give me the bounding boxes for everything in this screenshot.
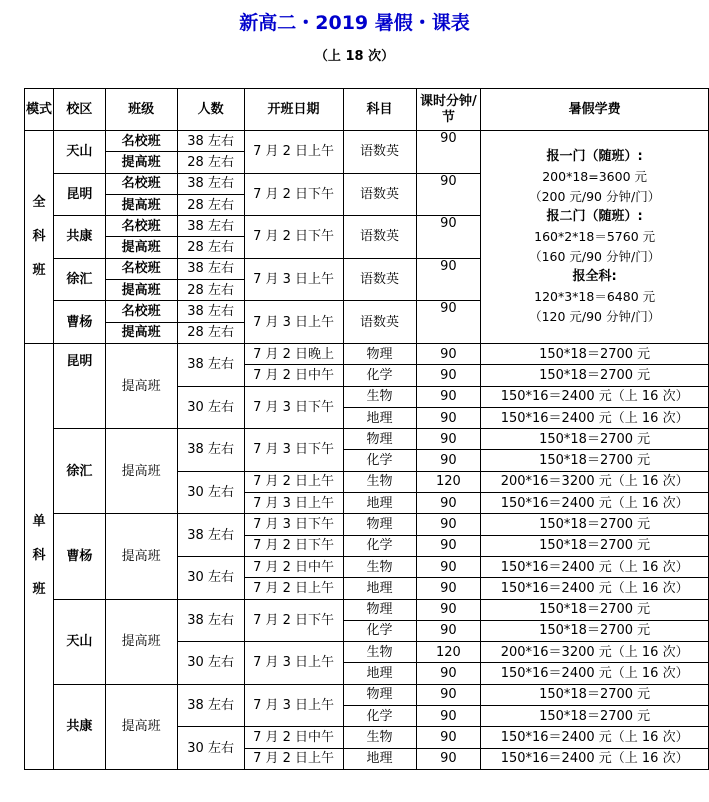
size-cell: 38 左右 [177, 131, 244, 152]
page-subtitle: （上 18 次） [314, 49, 395, 64]
table-row [25, 343, 709, 364]
subject-cell: 地理 [343, 748, 416, 769]
subject-cell: 物理 [343, 429, 416, 450]
subject-cell: 化学 [343, 706, 416, 727]
fee-description-cell [481, 131, 709, 344]
minutes-cell: 90 [416, 514, 481, 535]
minutes-cell: 90 [416, 599, 481, 620]
start-date-cell: 7 月 2 日上午 [244, 131, 343, 174]
size-cell: 30 左右 [177, 727, 244, 770]
fee-cell: 150*16＝2400 元（上 16 次） [481, 578, 709, 599]
subject-cell: 生物 [343, 556, 416, 577]
campus-cell: 曹杨 [54, 301, 106, 344]
fee-line: （120 元/90 分钟/门） [529, 308, 661, 324]
size-cell: 38 左右 [177, 301, 244, 322]
minutes-cell: 120 [416, 642, 481, 663]
fee-cell: 150*18＝2700 元 [481, 684, 709, 705]
campus-cell: 昆明 [54, 343, 106, 428]
header-subject: 科目 [343, 89, 416, 131]
fee-cell: 150*16＝2400 元（上 16 次） [481, 748, 709, 769]
minutes-cell: 90 [416, 301, 481, 344]
campus-cell: 昆明 [54, 173, 106, 216]
size-cell: 38 左右 [177, 173, 244, 194]
fee-cell: 150*18＝2700 元 [481, 343, 709, 364]
start-date-cell: 7 月 2 日中午 [244, 727, 343, 748]
subject-cell: 地理 [343, 578, 416, 599]
fee-cell: 150*16＝2400 元（上 16 次） [481, 407, 709, 428]
start-date-cell: 7 月 3 日上午 [244, 301, 343, 344]
start-date-cell: 7 月 3 日上午 [244, 258, 343, 301]
minutes-cell: 90 [416, 684, 481, 705]
full-subject-section [25, 131, 709, 344]
minutes-cell: 90 [416, 131, 481, 174]
size-cell: 38 左右 [177, 514, 244, 557]
campus-cell: 天山 [54, 131, 106, 174]
fee-cell: 150*16＝2400 元（上 16 次） [481, 727, 709, 748]
size-cell: 38 左右 [177, 599, 244, 642]
fee-line: 120*3*18＝6480 元 [534, 288, 656, 304]
size-cell: 28 左右 [177, 322, 244, 343]
minutes-cell: 90 [416, 450, 481, 471]
subject-cell: 语数英 [343, 216, 416, 259]
start-date-cell: 7 月 2 日上午 [244, 578, 343, 599]
fee-cell: 150*18＝2700 元 [481, 429, 709, 450]
campus-cell: 共康 [54, 684, 106, 769]
size-cell: 30 左右 [177, 642, 244, 685]
subject-cell: 物理 [343, 343, 416, 364]
class-cell: 提高班 [105, 343, 177, 428]
subject-cell: 化学 [343, 620, 416, 641]
start-date-cell: 7 月 3 日下午 [244, 514, 343, 535]
subject-cell: 化学 [343, 365, 416, 386]
minutes-cell: 90 [416, 258, 481, 301]
header-minutes: 课时分钟/节 [416, 89, 481, 131]
minutes-cell: 90 [416, 493, 481, 514]
subject-cell: 物理 [343, 599, 416, 620]
class-cell: 名校班 [105, 173, 177, 194]
class-cell: 名校班 [105, 301, 177, 322]
page-title: 新高二・2019 暑假・课表 [239, 12, 470, 34]
fee-cell: 150*18＝2700 元 [481, 599, 709, 620]
start-date-cell: 7 月 2 日中午 [244, 365, 343, 386]
minutes-cell: 90 [416, 216, 481, 259]
minutes-cell: 90 [416, 748, 481, 769]
class-cell: 提高班 [105, 237, 177, 258]
class-cell: 提高班 [105, 599, 177, 684]
fee-cell: 200*16＝3200 元（上 16 次） [481, 642, 709, 663]
start-date-cell: 7 月 2 日上午 [244, 748, 343, 769]
minutes-cell: 90 [416, 727, 481, 748]
start-date-cell: 7 月 3 日上午 [244, 642, 343, 685]
size-cell: 38 左右 [177, 684, 244, 727]
size-cell: 30 左右 [177, 386, 244, 429]
campus-cell: 共康 [54, 216, 106, 259]
subject-cell: 生物 [343, 727, 416, 748]
fee-cell: 150*16＝2400 元（上 16 次） [481, 663, 709, 684]
fee-cell: 150*18＝2700 元 [481, 450, 709, 471]
subject-cell: 地理 [343, 663, 416, 684]
size-cell: 28 左右 [177, 152, 244, 173]
minutes-cell: 90 [416, 556, 481, 577]
mode-cell-single: 单 科 班 [25, 343, 54, 769]
fee-cell: 150*18＝2700 元 [481, 620, 709, 641]
fee-cell: 150*18＝2700 元 [481, 514, 709, 535]
minutes-cell: 90 [416, 663, 481, 684]
campus-cell: 天山 [54, 599, 106, 684]
subject-cell: 地理 [343, 407, 416, 428]
minutes-cell: 90 [416, 578, 481, 599]
schedule-table [24, 88, 709, 770]
size-cell: 28 左右 [177, 280, 244, 301]
class-cell: 提高班 [105, 194, 177, 215]
class-cell: 提高班 [105, 280, 177, 301]
start-date-cell: 7 月 2 日上午 [244, 471, 343, 492]
single-subject-section [25, 343, 709, 769]
start-date-cell: 7 月 3 日下午 [244, 386, 343, 429]
class-cell: 提高班 [105, 429, 177, 514]
header-start-date: 开班日期 [244, 89, 343, 131]
class-cell: 提高班 [105, 514, 177, 599]
fee-line: （200 元/90 分钟/门） [529, 188, 661, 204]
subject-cell: 化学 [343, 450, 416, 471]
header-campus: 校区 [54, 89, 106, 131]
start-date-cell: 7 月 2 日下午 [244, 216, 343, 259]
class-cell: 名校班 [105, 258, 177, 279]
subject-cell: 物理 [343, 684, 416, 705]
fee-line: 160*2*18＝5760 元 [534, 228, 656, 244]
class-cell: 提高班 [105, 684, 177, 769]
table-row [25, 599, 709, 620]
minutes-cell: 90 [416, 706, 481, 727]
campus-cell: 曹杨 [54, 514, 106, 599]
header-row [25, 89, 709, 131]
subject-cell: 地理 [343, 493, 416, 514]
size-cell: 38 左右 [177, 343, 244, 386]
subject-cell: 生物 [343, 471, 416, 492]
subject-cell: 化学 [343, 535, 416, 556]
fee-line: 报全科: [572, 268, 617, 284]
subject-cell: 语数英 [343, 258, 416, 301]
fee-line: （160 元/90 分钟/门） [529, 248, 661, 264]
fee-line: 200*18=3600 元 [542, 168, 648, 184]
start-date-cell: 7 月 3 日下午 [244, 429, 343, 472]
size-cell: 28 左右 [177, 194, 244, 215]
fee-cell: 150*18＝2700 元 [481, 365, 709, 386]
header-class: 班级 [105, 89, 177, 131]
class-cell: 提高班 [105, 152, 177, 173]
subject-cell: 语数英 [343, 131, 416, 174]
fee-cell: 150*16＝2400 元（上 16 次） [481, 493, 709, 514]
minutes-cell: 90 [416, 620, 481, 641]
minutes-cell: 90 [416, 343, 481, 364]
start-date-cell: 7 月 3 日上午 [244, 684, 343, 727]
header-size: 人数 [177, 89, 244, 131]
fee-cell: 150*18＝2700 元 [481, 706, 709, 727]
subject-cell: 生物 [343, 642, 416, 663]
class-cell: 名校班 [105, 131, 177, 152]
start-date-cell: 7 月 2 日下午 [244, 173, 343, 216]
size-cell: 38 左右 [177, 258, 244, 279]
fee-line: 报一门（随班）: [546, 148, 643, 164]
table-row [25, 429, 709, 450]
fee-cell: 150*16＝2400 元（上 16 次） [481, 386, 709, 407]
minutes-cell: 90 [416, 429, 481, 450]
size-cell: 38 左右 [177, 429, 244, 472]
table-row [25, 684, 709, 705]
size-cell: 38 左右 [177, 216, 244, 237]
mode-cell-full: 全 科 班 [25, 131, 54, 344]
start-date-cell: 7 月 2 日下午 [244, 599, 343, 642]
fee-cell: 150*16＝2400 元（上 16 次） [481, 556, 709, 577]
minutes-cell: 90 [416, 173, 481, 216]
fee-cell: 150*18＝2700 元 [481, 535, 709, 556]
subject-cell: 语数英 [343, 301, 416, 344]
campus-cell: 徐汇 [54, 258, 106, 301]
fee-cell: 200*16＝3200 元（上 16 次） [481, 471, 709, 492]
header-fee: 暑假学费 [481, 89, 709, 131]
size-cell: 30 左右 [177, 471, 244, 514]
fee-line: 报二门（随班）: [546, 208, 643, 224]
subject-cell: 物理 [343, 514, 416, 535]
class-cell: 提高班 [105, 322, 177, 343]
start-date-cell: 7 月 2 日下午 [244, 535, 343, 556]
start-date-cell: 7 月 3 日上午 [244, 493, 343, 514]
minutes-cell: 90 [416, 407, 481, 428]
subject-cell: 语数英 [343, 173, 416, 216]
start-date-cell: 7 月 2 日中午 [244, 556, 343, 577]
minutes-cell: 120 [416, 471, 481, 492]
minutes-cell: 90 [416, 386, 481, 407]
campus-cell: 徐汇 [54, 429, 106, 514]
minutes-cell: 90 [416, 365, 481, 386]
table-row [25, 131, 709, 152]
size-cell: 30 左右 [177, 556, 244, 599]
header-mode: 模式 [25, 89, 54, 131]
start-date-cell: 7 月 2 日晚上 [244, 343, 343, 364]
class-cell: 名校班 [105, 216, 177, 237]
size-cell: 28 左右 [177, 237, 244, 258]
table-row [25, 514, 709, 535]
minutes-cell: 90 [416, 535, 481, 556]
subject-cell: 生物 [343, 386, 416, 407]
